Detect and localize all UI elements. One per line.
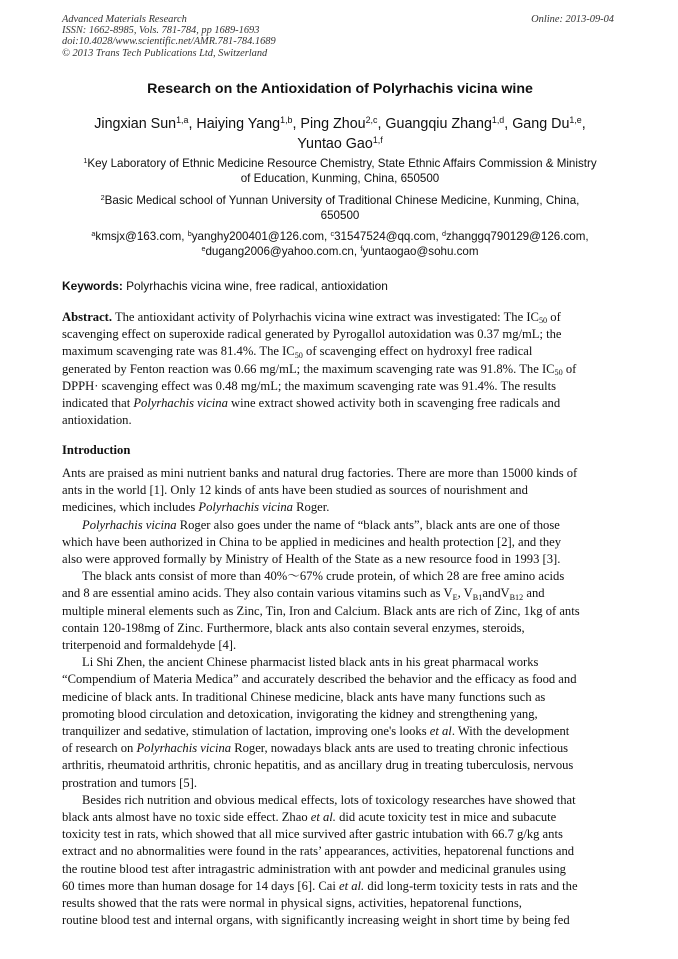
italic-text: et al.	[310, 810, 336, 825]
text-line: which have been authorized in China to be applied in medicines and health protection [2], and they	[62, 534, 562, 549]
abstract-line: scavenging effect on superoxide radical generated by Pyrogallol autoxidation was 0.37 mg/mL; the	[62, 327, 562, 342]
abstract-text: wine extract showed activity both in scavenging free radicals and	[227, 396, 561, 411]
text-line: contain 120-198mg of Zinc. Furthermore, black ants also contain several enzymes, steroids,	[62, 620, 525, 635]
text-span: black ants almost have no toxic side effect. Zhao	[62, 810, 311, 825]
text-line: arthritis, rheumatoid arthritis, chronic hepatitis, and as ancillary drug in treating tuberculosis, nervous	[62, 758, 574, 773]
introduction-body	[62, 465, 616, 929]
text-line: toxicity test in rats, which showed that all mice survived after gastric intubation with 66.7 g/kg ants	[62, 827, 563, 842]
abstract	[62, 309, 616, 429]
abstract-line: antioxidation.	[62, 413, 132, 428]
abstract-text: of	[547, 310, 561, 324]
text-line: promoting blood circulation and detoxication, invigorating the kidney and strengthening yang,	[62, 706, 538, 721]
affiliation-2	[62, 193, 618, 223]
doi-line: doi:10.4028/www.scientific.net/AMR.781-784.1689	[62, 36, 276, 48]
journal-header	[62, 14, 618, 59]
email-mark: a	[91, 228, 96, 238]
author-list: Jingxian Sun$^{1,a}$, Haiying Yang$^{1,b}$, Ping Zhou$^{2,c}$, Guangqiu Zhang$^{1,d}$, Gang Du$^{1,e}$, Yuntao Gao$^{1,f}$	[94, 114, 586, 152]
paragraph	[62, 517, 616, 569]
author-affiliation-mark: 1,f	[372, 134, 383, 145]
text-span: . With the development	[451, 724, 570, 739]
email-mark: c	[330, 228, 335, 238]
email-link[interactable]: zhanggq790129@126.com,	[445, 230, 589, 243]
subscript: 50	[294, 350, 303, 360]
text-line: extract and no abnormalities were found in the rats’ appearances, activities, hepatorenal functions and	[62, 844, 575, 859]
affiliation-text: Basic Medical school of Yunnan University of Traditional Chinese Medicine, Kunming, China,	[104, 194, 580, 207]
text-line	[62, 740, 616, 757]
paragraph	[62, 792, 616, 930]
email-link[interactable]: 31547524@qq.com,	[334, 230, 439, 243]
email-link[interactable]: dugang2006@yahoo.com.cn,	[205, 245, 358, 258]
paper-title: Research on the Antioxidation of Polyrhachis vicina wine	[147, 81, 533, 97]
species-name: Polyrhachis vicina	[82, 517, 177, 532]
abstract-text: of	[562, 361, 577, 376]
text-line: also were approved formally by Ministry of Health of the State as a new resource food in 1993 [3].	[62, 552, 561, 567]
text-span: , V	[457, 586, 473, 601]
text-line	[62, 878, 616, 895]
abstract-text: maximum scavenging rate was 81.4%. The IC	[62, 344, 295, 359]
abstract-line	[62, 343, 616, 360]
online-date: Online: 2013-09-04	[531, 14, 614, 25]
text-span: did acute toxicity test in mice and subacute	[335, 810, 557, 825]
keywords	[62, 279, 618, 293]
text-line: multiple mineral elements such as Zinc, Tin, Iron and Calcium. Black ants are rich of Zinc, 1kg of ants	[62, 603, 580, 618]
keywords-label: Keywords:	[62, 279, 123, 293]
author-affiliation-mark: 1,a	[176, 114, 189, 125]
journal-name: Advanced Materials Research	[62, 14, 187, 25]
affiliation-number: 1	[83, 155, 88, 165]
author-name: Jingxian Sun	[94, 116, 177, 132]
text-line	[62, 499, 616, 516]
text-line: Li Shi Zhen, the ancient Chinese pharmacist listed black ants in his great pharmacal works	[82, 655, 539, 670]
abstract-line: DPPH· scavenging effect was 0.48 mg/mL; the maximum scavenging rate was 91.4%. The results	[62, 378, 557, 393]
email-mark: e	[201, 243, 206, 253]
italic-text: et al.	[339, 878, 365, 893]
subscript: B1	[472, 592, 483, 602]
author-name: Yuntao Gao	[297, 136, 373, 152]
abstract-text: The antioxidant activity of Polyrhachis vicina wine extract was investigated: The IC	[114, 310, 539, 324]
text-line: results showed that the rats were normal in physical signs, activities, hepatorenal functions,	[62, 896, 522, 911]
species-name: Polyrhachis vicina	[133, 396, 228, 411]
author-name: Ping Zhou	[300, 116, 366, 132]
abstract-line	[62, 395, 616, 412]
text-span: of research on	[62, 741, 137, 756]
email-link[interactable]: kmsjx@163.com,	[95, 230, 185, 243]
abstract-text: of scavenging effect on hydroxyl free radical	[302, 344, 533, 359]
text-span: and 8 are essential amino acids. They also contain various vitamins such as V	[62, 586, 453, 601]
subscript: 50	[554, 368, 563, 378]
abstract-text: indicated that	[62, 396, 134, 411]
affiliation-text: of Education, Kunming, China, 650500	[240, 172, 440, 185]
subscript: 50	[538, 316, 548, 326]
subscript: E	[452, 592, 458, 602]
paragraph	[62, 654, 616, 792]
text-line: medicine of black ants. In traditional Chinese medicine, black ants have many functions such as	[62, 689, 546, 704]
abstract-line	[62, 361, 616, 378]
text-span: 60 times more than human dosage for 14 days [6]. Cai	[62, 878, 340, 893]
affiliation-text: Key Laboratory of Ethnic Medicine Resource Chemistry, State Ethnic Affairs Commission & Ministry	[87, 157, 597, 170]
text-line: The black ants consist of more than 40%～67% crude protein, of which 28 are free amino acids	[82, 569, 565, 584]
text-span: medicines, which includes	[62, 500, 199, 515]
italic-text: et al	[429, 724, 452, 739]
species-name: Polyrhachis vicina	[198, 500, 293, 515]
affiliation-1	[62, 156, 618, 186]
author-name: Haiying Yang	[196, 116, 281, 132]
text-line: Ants are praised as mini nutrient banks and natural drug factories. There are more than 15000 kinds of	[62, 466, 578, 480]
affiliation-text: 650500	[320, 209, 360, 222]
email-list	[62, 229, 618, 259]
text-span: did long-term toxicity tests in rats and the	[364, 878, 578, 893]
author-name: Guangqiu Zhang	[385, 116, 492, 132]
text-span: Roger.	[292, 500, 330, 515]
text-line: “Compendium of Materia Medica” and accurately described the behavior and the efficacy as food and	[62, 672, 577, 687]
text-line: triterpenoid and formaldehyde [4].	[62, 638, 237, 653]
text-line	[62, 585, 616, 602]
abstract-line	[62, 309, 616, 326]
author-affiliation-mark: 2,c	[365, 114, 378, 125]
text-line: Besides rich nutrition and obvious medical effects, lots of toxicology researches have showed that	[82, 792, 576, 807]
section-heading: Introduction	[62, 443, 131, 457]
affiliation-number: 2	[100, 192, 105, 202]
email-mark: d	[441, 228, 446, 238]
email-mark: f	[360, 243, 363, 253]
email-mark: b	[187, 228, 192, 238]
text-line	[62, 809, 616, 826]
text-line: prostration and tumors [5].	[62, 775, 198, 790]
species-name: Polyrhachis vicina	[136, 741, 232, 756]
author-name: Gang Du	[512, 116, 570, 132]
text-span: andV	[482, 586, 510, 601]
keywords-text: Polyrhachis vicina wine, free radical, antioxidation	[126, 279, 388, 293]
text-line	[62, 723, 616, 740]
email-link[interactable]: yuntaogao@sohu.com	[362, 245, 479, 258]
abstract-text: generated by Fenton reaction was 0.66 mg/mL; the maximum scavenging rate was 91.8%. The IC	[62, 361, 555, 376]
text-line: the routine blood test after intragastric administration with ant powder and medicinal granules using	[62, 861, 566, 876]
text-span: Roger, nowadays black ants are used to treating chronic infectious	[231, 741, 569, 756]
paragraph	[62, 465, 616, 517]
text-line: routine blood test and internal organs, with significantly increasing weight in short time by being fed	[62, 913, 570, 928]
text-span: and	[523, 586, 545, 601]
copyright-line: © 2013 Trans Tech Publications Ltd, Switzerland	[62, 47, 268, 59]
subscript: B12	[509, 592, 524, 602]
abstract-label: Abstract.	[62, 310, 113, 324]
text-span: Roger also goes under the name of “black ants”, black ants are one of those	[176, 517, 560, 532]
author-affiliation-mark: 1,b	[280, 114, 293, 125]
text-line	[62, 517, 616, 534]
author-affiliation-mark: 1,d	[491, 114, 505, 125]
text-span: tranquilizer and sedative, stimulation of lactation, improving one's looks	[62, 724, 430, 739]
author-affiliation-mark: 1,e	[569, 114, 582, 125]
email-link[interactable]: yanghy200401@126.com,	[191, 230, 328, 243]
paragraph	[62, 568, 616, 654]
text-line: ants in the world [1]. Only 12 kinds of ants have been studied as sources of nourishment and	[62, 483, 528, 498]
issn-line: ISSN: 1662-8985, Vols. 781-784, pp 1689-1693	[62, 25, 260, 37]
